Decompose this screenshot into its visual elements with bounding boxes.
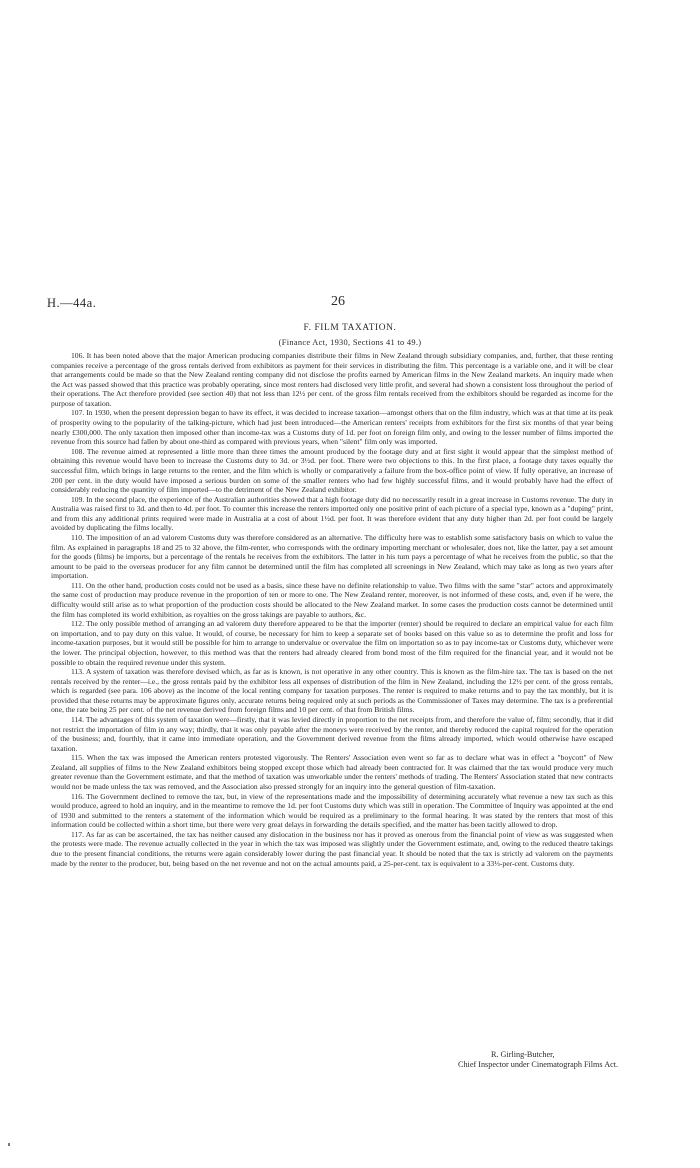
paragraph-111: 111. On the other hand, production costs could not be used as a basis, since these have no definite relationship to value. Two films with the same "star" actors and approximately the same cost of production may produce revenue in the proportion of ten or more to one. The New Zealand renter, moreover, is not informed of these costs, and, even if he were, the difficulty would still arise as to what proportion of the production costs should be allocated to the New Zealand market. In some cases the production costs cannot be determined until the film has completed its world exhibition, as royalties on the gross takings are payable to authors, &c. bbox=[51, 580, 613, 619]
paragraph-112: 112. The only possible method of arranging an ad valorem duty therefore appeared to be that the importer (renter) should be required to declare an empirical value for each film on importation, and to pay duty on this value. It would, of course, be necessary for him to keep a separate set of books based on this value so as to determine the profit and loss for income-taxation purposes, but it would still be possible for him to arrange to undervalue or overvalue the film on importation so as to pay income-tax or Customs duty, whichever were the lower. The principal objection, however, to this method was that the renters had already cleared from bond most of the film required for the financial year, and it would not be possible to obtain the required revenue under this system. bbox=[51, 619, 613, 667]
paragraph-109: 109. In the second place, the experience of the Australian authorities showed that a high footage duty did no necessarily result in a great increase in Customs revenue. The duty in Australia was raised first to 3d. and then to 4d. per foot. To counter this increase the renters imported only one positive print of each picture of a special type, known as a "duping" print, and from this any additional prints required were made in Australia at a cost of about 1½d. per foot. It was therefore evident that any duty higher than 2d. per foot could be largely avoided by duplicating the films locally. bbox=[51, 494, 613, 533]
signature-title: Chief Inspector under Cinematograph Films Act. bbox=[458, 1060, 619, 1069]
section-title: F. FILM TAXATION. bbox=[303, 323, 397, 333]
paragraph-108: 108. The revenue aimed at represented a little more than three times the amount produced by the footage duty and at first sight it would appear that the simplest method of obtaining this revenue would have been to increase the Customs duty to 3d. or 3½d. per foot. There were two objections to this. In the first place, a footage duty taxes equally the successful film, which brings in large returns to the renter, and the film which is wholly or comparatively a failure from the box-office point of view. If fully operative, an increase of 200 per cent. in the duty would have imposed a serious burden on some of the smaller renters who had few highly successful films, and it would probably have had the effect of considerably reducing the quantity of film imported—to the detriment of the New Zealand exhibitor. bbox=[51, 446, 613, 495]
paragraph-117: 117. As far as can be ascertained, the tax has neither caused any dislocation in the business nor has it proved as onerous from the financial point of view as was suggested when the protests were made. The revenue actually collected in the year in which the tax was imposed was slightly under the Government estimate, and, owing to the reduced theatre takings due to the present financial conditions, the returns were again considerably lower during the past financial year. It should be noted that the tax is strictly ad valorem on the payments made by the renter to the producer, but, being based on the net revenue and not on the actual amounts paid, a 25-per-cent. tax is equivalent to a 33⅓-per-cent. Customs duty. bbox=[51, 829, 613, 868]
paragraph-114: 114. The advantages of this system of taxation were—firstly, that it was levied directly in proportion to the net receipts from, and therefore the value of, film; secondly, that it did not restrict the importation of film in any way; thirdly, that it was only payable after the moneys were received by the renter, and thereby reduced the capital required for the operation of the business; and, fourthly, that it came into immediate operation, and the Government derived revenue from the films already imported, which would otherwise have escaped taxation. bbox=[51, 714, 613, 753]
section-subtitle: (Finance Act, 1930, Sections 41 to 49.) bbox=[278, 338, 422, 347]
paragraph-116: 116. The Government declined to remove the tax, but, in view of the representations made and the impossibility of determining accurately what revenue a new tax such as this would produce, agreed to hold an inquiry, and in the meantime to remove the 1d. per foot Customs duty which was still in operation. The Committee of Inquiry was appointed at the end of 1930 and submitted to the renters a statement of the information which would be required as a preliminary to the formal hearing. It was stated by the renters that most of this information could be collected within a short time, but there were very great delays in forwarding the details specified, and the matter has been tacitly allowed to drop. bbox=[51, 791, 613, 830]
scan-mark bbox=[8, 1143, 10, 1146]
signature-name: R. Girling-Butcher, bbox=[491, 1050, 555, 1059]
paragraph-107: 107. In 1930, when the present depression began to have its effect, it was decided to increase taxation—amongst others that on the film industry, which was at that time at its peak of prosperity owing to the popularity of the talking-picture, which had just been introduced—the American renters' receipts from exhibitors for the first six months of that year being nearly £300,000. The only taxation then imposed other than income-tax was a Customs duty of 1d. per foot on foreign film only, and owing to the lesser number of films imported the revenue from this source had fallen by about one-third as compared with previous years, when "silent" film only was imported. bbox=[51, 408, 613, 447]
document-reference: H.—44a. bbox=[47, 296, 97, 310]
page-number: 26 bbox=[331, 294, 345, 309]
paragraph-110: 110. The imposition of an ad valorem Customs duty was therefore considered as an alternative. The difficulty here was to establish some satisfactory basis on which to value the film. As explained in paragraphs 18 and 25 to 32 above, the film-renter, who corresponds with the ordinary importing merchant or wholesaler, does not, like the latter, pay a set amount for the goods (films) he imports, but a percentage of the rentals he receives from the exhibitors. The latter in his turn pays a percentage of what he receives from the public, so that the amount to be paid to the overseas producer for any film cannot be determined until the film has completed all screenings in New Zealand, which may take as long as two years after importation. bbox=[51, 532, 613, 581]
signature-block bbox=[458, 1050, 618, 1070]
paragraph-106: 106. It has been noted above that the major American producing companies distribute their films in New Zealand through subsidiary companies, and, further, that these renting companies receive a percentage of the gross rentals derived from exhibitors as payment for their services in distributing the film. This percentage is a variable one, and it will be clear that arrangements could be made so that the New Zealand renting company did not disclose the profits earned by American films in the New Zealand markets. An inquiry made when the Act was passed showed that this practice was probably operating, since most renters had disclosed very little profit, and several had shown a consistent loss throughout the period of their operations. The Act therefore provided (see section 40) that not less than 12½ per cent. of the gross film rentals received from the exhibitors should be regarded as income for the purpose of taxation. bbox=[51, 351, 613, 408]
body-text bbox=[51, 351, 613, 868]
paragraph-113: 113. A system of taxation was therefore devised which, as far as is known, is not operative in any other country. This is known as the film-hire tax. The tax is based on the net rentals received by the renter—i.e., the gross rentals paid by the exhibitor less all expenses of distribution of the film in New Zealand, including the 12½ per cent. of the gross rentals, which is regarded (see para. 106 above) as the income of the local renting company for taxation purposes. The renter is required to make returns and to pay the tax monthly, but it is provided that these returns may be approximate figures only, accurate returns being required only at such periods as the Commissioner of Taxes may determine. The tax is a preferential one, the rate being 25 per cent. of the net revenue derived from foreign films and 10 per cent. of that from British films. bbox=[51, 667, 613, 715]
paragraph-115: 115. When the tax was imposed the American renters protested vigorously. The Renters' Association even went so far as to declare what was in effect a "boycott" of New Zealand, all supplies of films to the New Zealand exhibitors being stopped except those which had already been contracted for. It was claimed that the tax would produce very much greater revenue than the Government estimate, and that the method of taxation was unworkable under the renters' methods of trading. The Renters' Association stated that new contracts would not be made unless the tax was removed, and the Association also pressed strongly for an inquiry into the general question of film-taxation. bbox=[51, 753, 613, 792]
